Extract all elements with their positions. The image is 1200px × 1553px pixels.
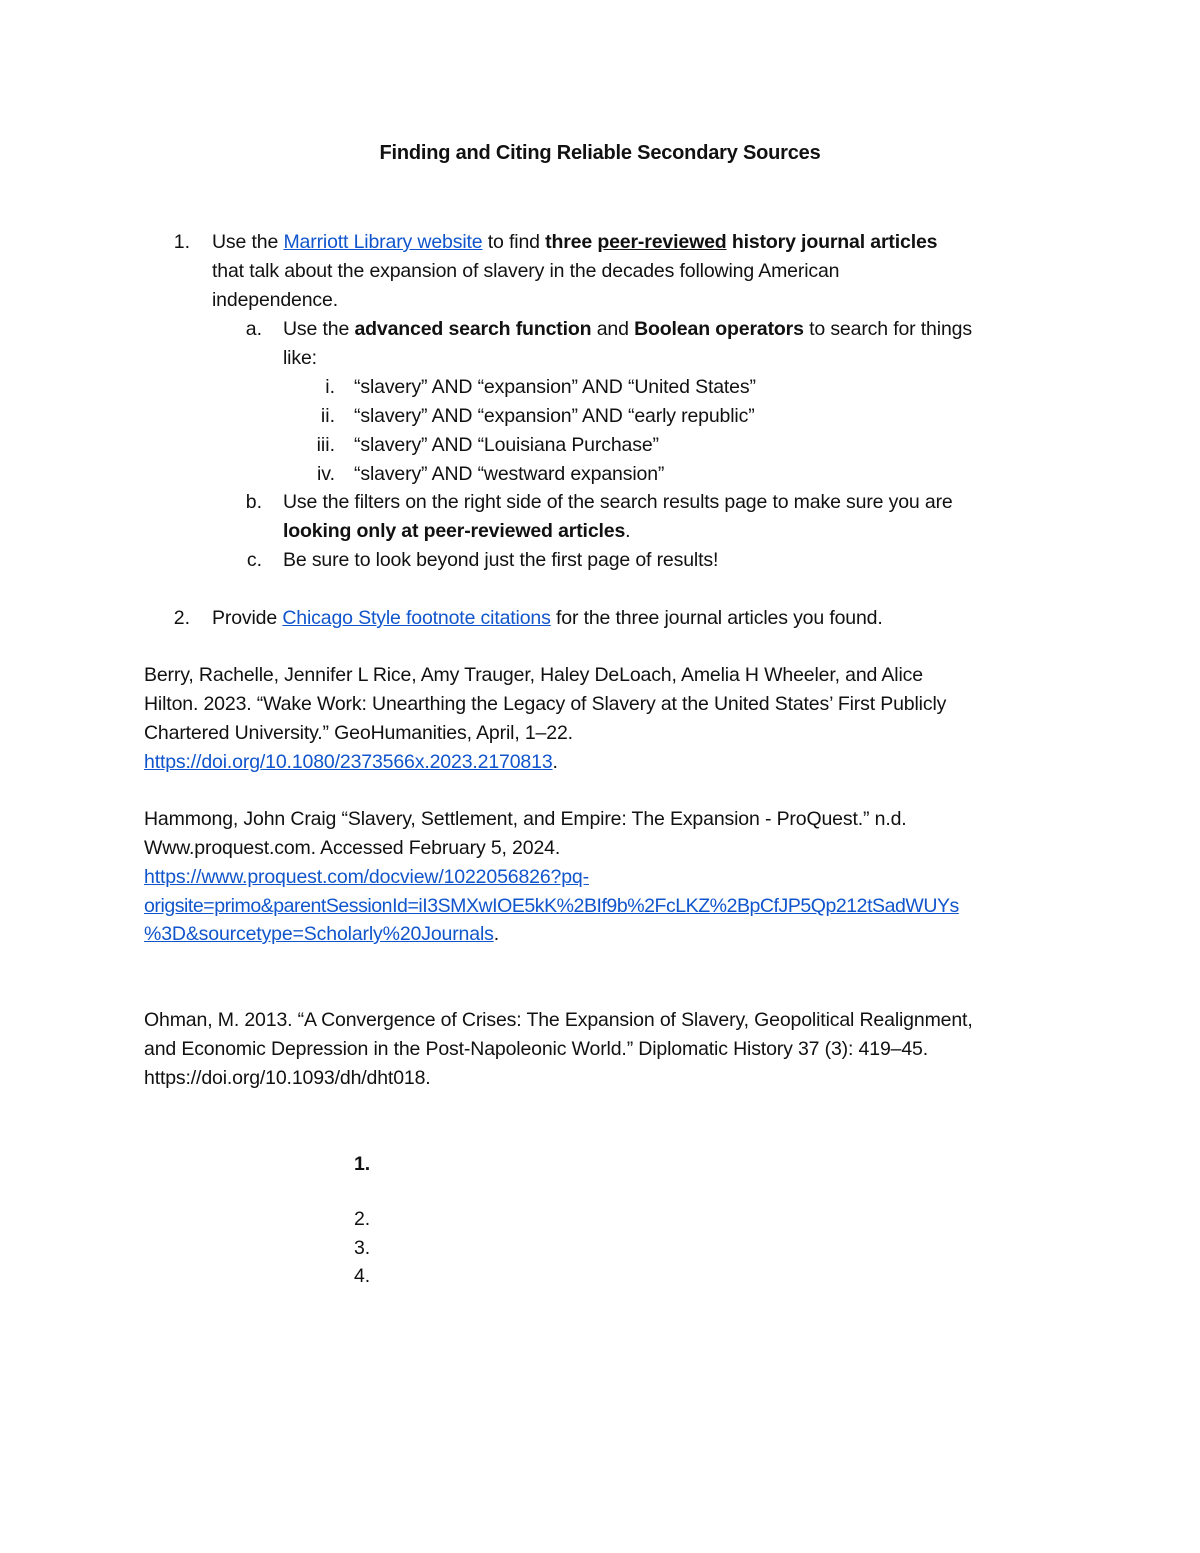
item2-provide: Provide <box>212 607 278 629</box>
sub-a-boolean-operators: Boolean operators <box>634 318 804 340</box>
sub-a-use-the: Use the <box>283 318 350 340</box>
marriott-library-link[interactable]: Marriott Library website <box>283 231 483 253</box>
citation-2-line-2: Www.proquest.com. Accessed February 5, 2024. <box>144 837 561 859</box>
item2-line <box>212 607 883 630</box>
sub-a-to-search: to search for things <box>809 318 972 340</box>
sub-c-text: Be sure to look beyond just the first page of results! <box>283 549 719 571</box>
search-example-3: “slavery” AND “Louisiana Purchase” <box>354 434 659 456</box>
citation-1-doi-link[interactable]: https://doi.org/10.1080/2373566x.2023.2170813 <box>144 751 553 773</box>
citation-3-line-1: Ohman, M. 2013. “A Convergence of Crises: The Expansion of Slavery, Geopolitical Realignment, <box>144 1009 973 1031</box>
citation-3-line-3: https://doi.org/10.1093/dh/dht018. <box>144 1067 431 1089</box>
sub-b-bold: looking only at peer-reviewed articles <box>283 520 626 542</box>
list-number-2: 2. <box>173 607 190 629</box>
item1-line3: independence. <box>212 289 338 311</box>
item1-use-the: Use the <box>212 231 279 253</box>
empty-list-item-3: 3. <box>354 1237 370 1259</box>
roman-numeral-i: i. <box>325 376 335 398</box>
citation-3-line-2: and Economic Depression in the Post-Napoleonic World.” Diplomatic History 37 (3): 419–45. <box>144 1038 928 1060</box>
citation-2-link-line-3 <box>144 923 499 946</box>
sub-letter-c: c. <box>246 549 262 571</box>
item1-history-journal-articles: history journal articles <box>731 231 938 253</box>
item1-to-find: to find <box>487 231 540 253</box>
search-example-1: “slavery” AND “expansion” AND “United States” <box>354 376 756 398</box>
citation-2-proquest-link-part-2[interactable]: origsite=primo&parentSessionId=iI3SMXwIOE5kK%2BIf9b%2FcLKZ%2BpCfJP5Qp212tSadWUYs <box>144 895 959 917</box>
citation-1-line-2: Hilton. 2023. “Wake Work: Unearthing the Legacy of Slavery at the United States’ First Publicly <box>144 693 947 715</box>
sub-b-line1: Use the filters on the right side of the search results page to make sure you are <box>283 491 953 513</box>
list-number-1: 1. <box>173 231 190 253</box>
sub-a-line2: like: <box>283 347 317 369</box>
sub-b-period: . <box>625 520 631 542</box>
item1-line1 <box>212 231 937 254</box>
chicago-style-link[interactable]: Chicago Style footnote citations <box>282 607 551 629</box>
citation-2-proquest-link-part-3[interactable]: %3D&sourcetype=Scholarly%20Journals <box>144 923 494 945</box>
search-example-2: “slavery” AND “expansion” AND “early republic” <box>354 405 755 427</box>
citation-1-line-1: Berry, Rachelle, Jennifer L Rice, Amy Trauger, Haley DeLoach, Amelia H Wheeler, and Alice <box>144 664 923 686</box>
sub-a-advanced-search: advanced search function <box>354 318 592 340</box>
search-example-4: “slavery” AND “westward expansion” <box>354 463 665 485</box>
roman-numeral-ii: ii. <box>320 405 335 427</box>
empty-list-item-1: 1. <box>354 1153 370 1175</box>
citation-2-proquest-link-part-1[interactable]: https://www.proquest.com/docview/1022056826?pq- <box>144 866 589 888</box>
sub-a-line1 <box>283 318 972 341</box>
citation-2-link-line-2 <box>144 895 959 918</box>
document-title: Finding and Citing Reliable Secondary Sources <box>379 142 821 164</box>
roman-numeral-iv: iv. <box>316 463 335 485</box>
sub-a-and: and <box>596 318 629 340</box>
citation-2-line-1: Hammong, John Craig “Slavery, Settlement, and Empire: The Expansion - ProQuest.” n.d. <box>144 808 907 830</box>
item1-three: three <box>545 231 593 253</box>
item1-peer-reviewed: peer-reviewed <box>597 231 727 253</box>
item1-line2: that talk about the expansion of slavery in the decades following American <box>212 260 840 282</box>
citation-1-link-line <box>144 751 558 774</box>
empty-list-item-2: 2. <box>354 1208 370 1230</box>
item2-rest: for the three journal articles you found. <box>556 607 883 629</box>
citation-2-link-line-1 <box>144 866 589 889</box>
sub-b-line2 <box>283 520 630 543</box>
sub-letter-a: a. <box>245 318 262 340</box>
roman-numeral-iii: iii. <box>316 434 335 456</box>
sub-letter-b: b. <box>245 491 262 513</box>
citation-1-end: . <box>552 751 558 773</box>
citation-1-line-3: Chartered University.” GeoHumanities, April, 1–22. <box>144 722 573 744</box>
citation-2-end: . <box>493 923 500 945</box>
empty-list-item-4: 4. <box>354 1265 370 1287</box>
